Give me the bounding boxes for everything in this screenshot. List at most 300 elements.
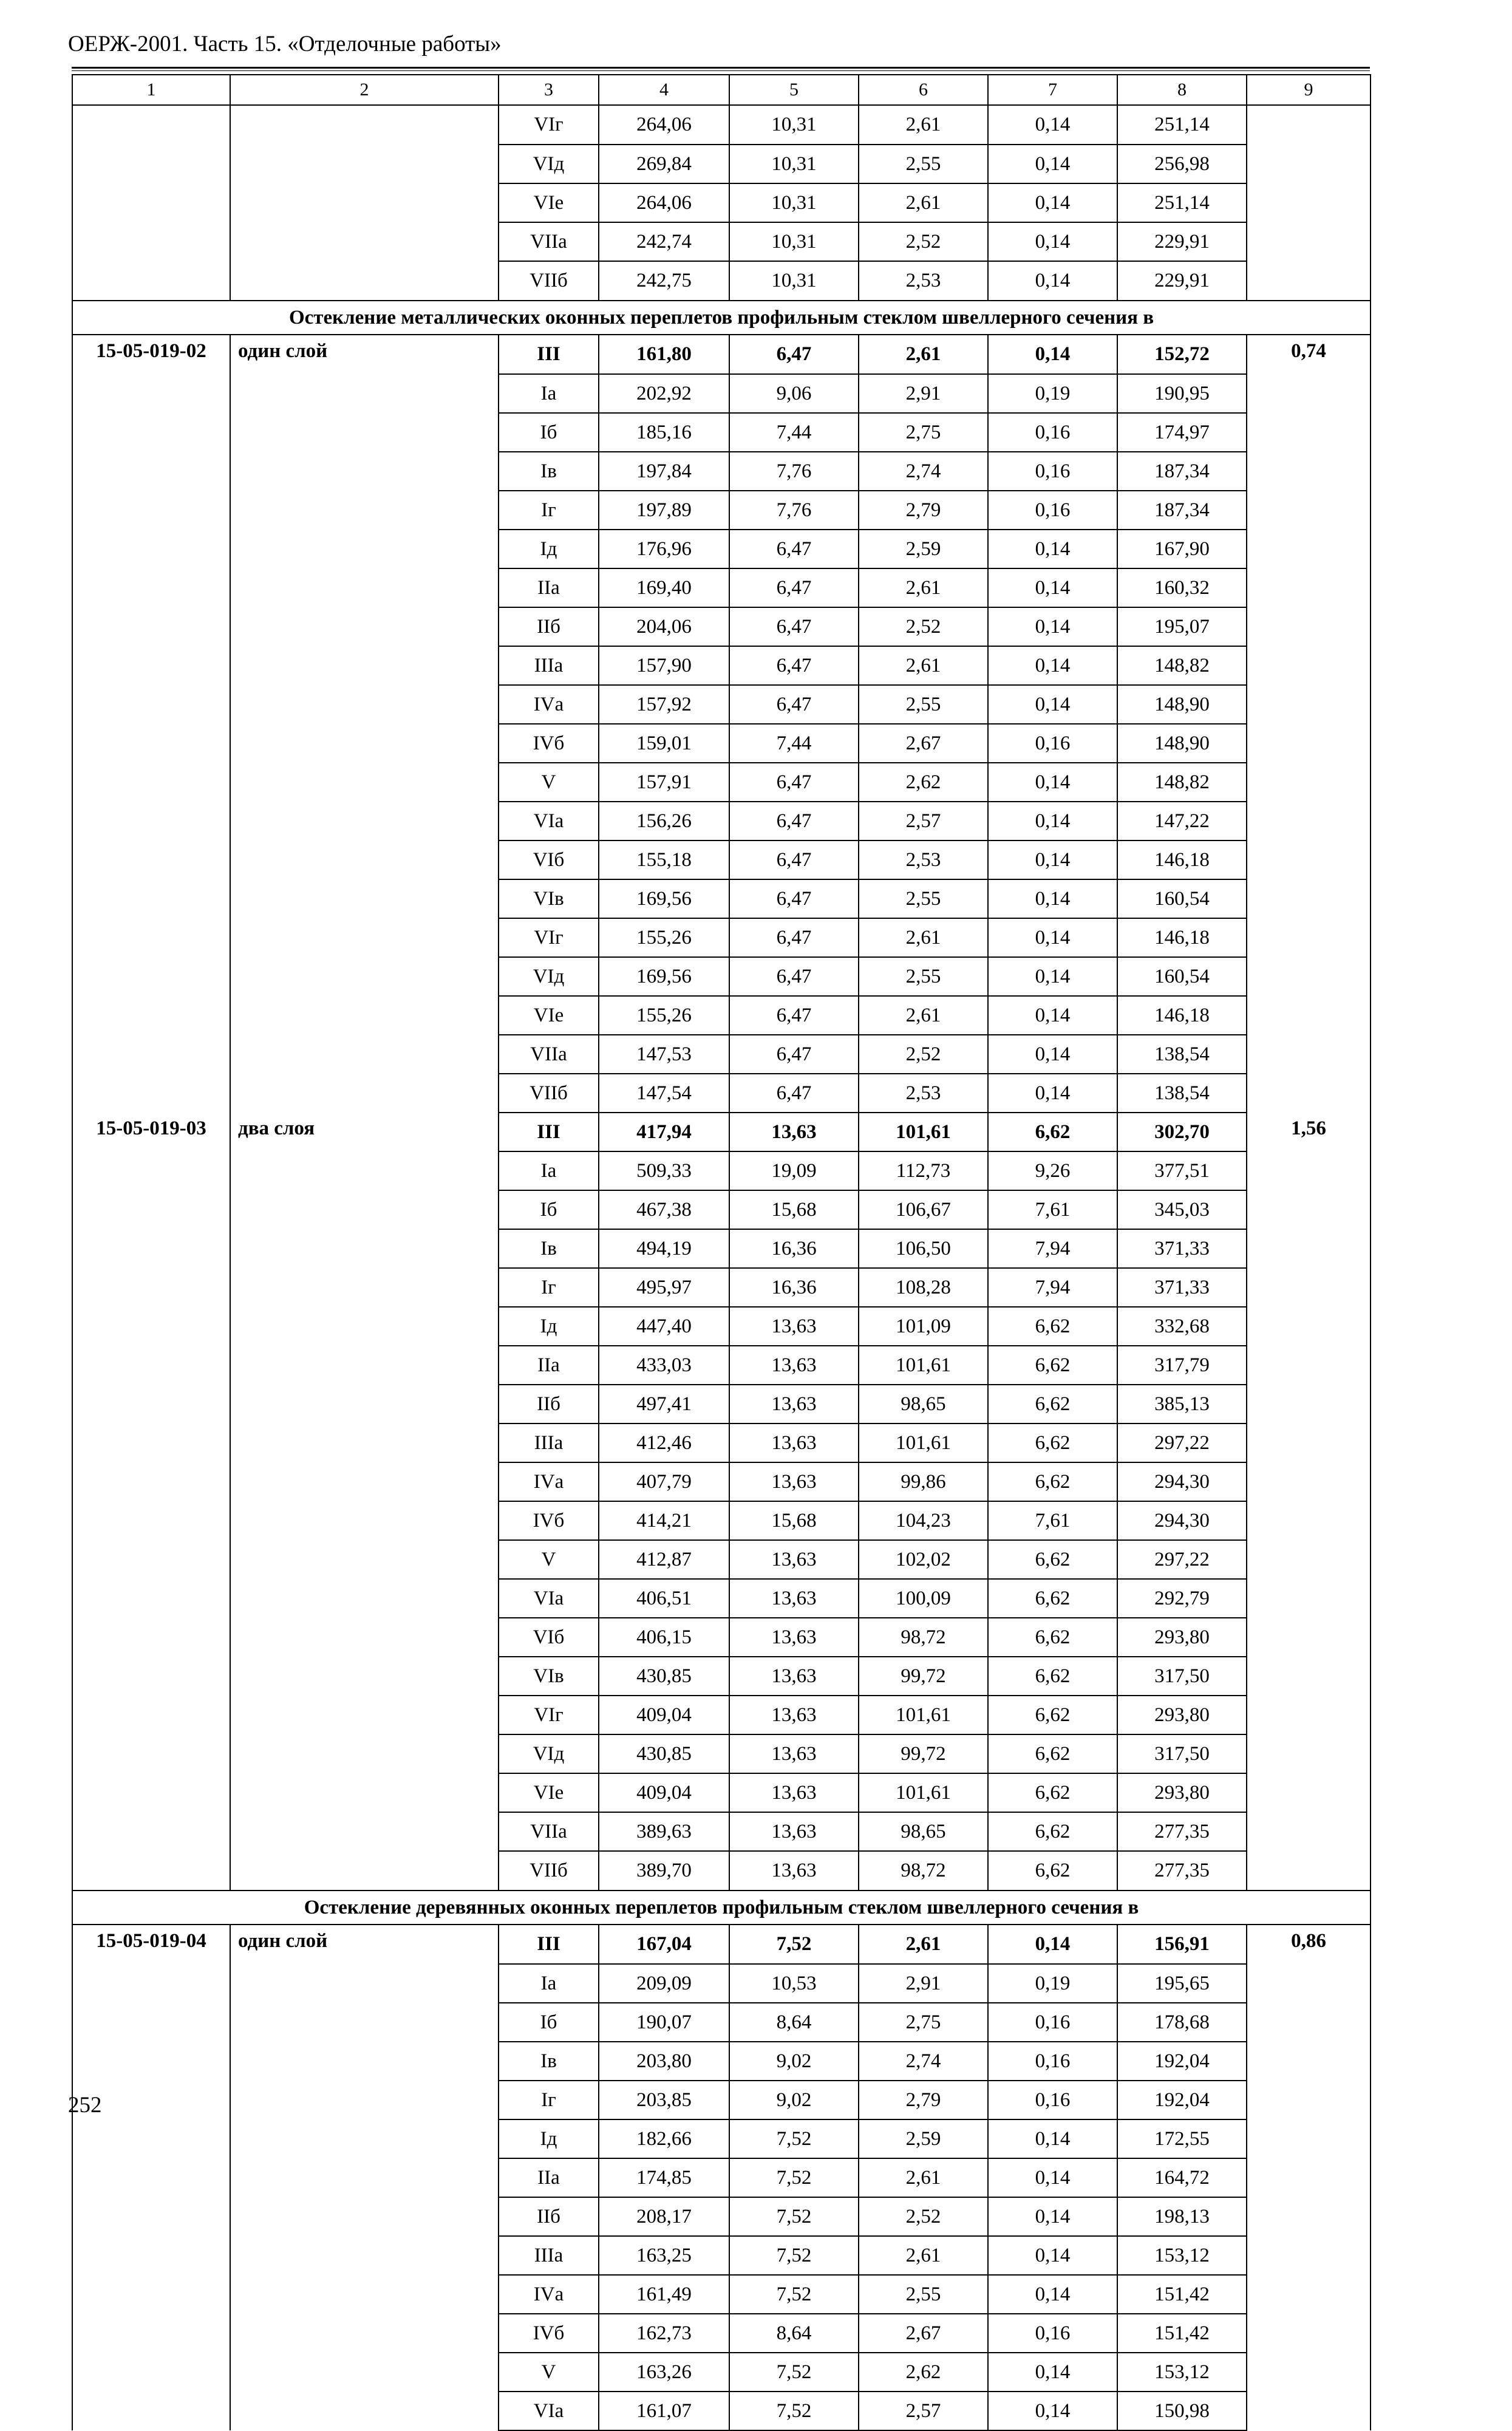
resource-class-cell: Iг (499, 1268, 599, 1307)
driver-wages-cell: 0,14 (988, 646, 1117, 685)
rate-code-cell (72, 1773, 230, 1812)
materials-cell: 178,68 (1117, 2003, 1247, 2042)
resource-class-cell: VIв (499, 1657, 599, 1696)
labor-cell (1247, 1190, 1371, 1229)
driver-wages-cell: 0,16 (988, 2003, 1117, 2042)
machines-cell: 2,52 (859, 1035, 988, 1074)
resource-class-cell: VIIб (499, 1074, 599, 1113)
rate-code-cell (72, 183, 230, 222)
total-cost-cell: 174,85 (599, 2158, 729, 2197)
total-cost-cell: 417,94 (599, 1113, 729, 1151)
table-row (72, 763, 1371, 802)
resource-class-cell: Iв (499, 452, 599, 491)
column-header: 2 (230, 75, 499, 105)
labor-cell (1247, 918, 1371, 957)
table-row (72, 2158, 1371, 2197)
labor-cell (1247, 763, 1371, 802)
machines-cell: 99,72 (859, 1657, 988, 1696)
machines-cell: 101,61 (859, 1346, 988, 1385)
total-cost-cell: 202,92 (599, 374, 729, 413)
driver-wages-cell: 0,14 (988, 840, 1117, 879)
description-cell (230, 2081, 499, 2119)
description-cell (230, 261, 499, 301)
labor-cell: 1,56 (1247, 1113, 1371, 1151)
labor-cell (1247, 607, 1371, 646)
wages-cell: 10,31 (729, 261, 859, 301)
driver-wages-cell: 0,19 (988, 1964, 1117, 2003)
description-cell (230, 2353, 499, 2392)
total-cost-cell: 155,26 (599, 918, 729, 957)
materials-cell: 198,13 (1117, 2197, 1247, 2236)
resource-class-cell: Iб (499, 413, 599, 452)
driver-wages-cell: 0,14 (988, 918, 1117, 957)
table-row (72, 646, 1371, 685)
resource-class-cell: VIе (499, 996, 599, 1035)
machines-cell: 2,61 (859, 996, 988, 1035)
description-cell (230, 1346, 499, 1385)
wages-cell: 6,47 (729, 646, 859, 685)
resource-class-cell: IIа (499, 568, 599, 607)
wages-cell: 6,47 (729, 957, 859, 996)
resource-class-cell: Iд (499, 1307, 599, 1346)
rate-code-cell (72, 2353, 230, 2392)
rate-code-cell (72, 2119, 230, 2158)
machines-cell: 2,55 (859, 685, 988, 724)
total-cost-cell: 467,38 (599, 1190, 729, 1229)
description-cell (230, 918, 499, 957)
materials-cell: 251,14 (1117, 105, 1247, 145)
header-rule-thin (72, 70, 1370, 71)
column-header: 7 (988, 75, 1117, 105)
wages-cell: 9,06 (729, 374, 859, 413)
description-cell (230, 1618, 499, 1657)
machines-cell: 2,61 (859, 105, 988, 145)
total-cost-cell: 389,63 (599, 1812, 729, 1851)
total-cost-cell: 414,21 (599, 1501, 729, 1540)
machines-cell: 2,61 (859, 2236, 988, 2275)
resource-class-cell: IIIа (499, 646, 599, 685)
section-title: Остекление металлических оконных переплетов профильным стеклом швеллерного сечения в (72, 301, 1371, 335)
driver-wages-cell: 6,62 (988, 1346, 1117, 1385)
rate-code-cell (72, 763, 230, 802)
labor-cell (1247, 1346, 1371, 1385)
materials-cell: 153,12 (1117, 2236, 1247, 2275)
total-cost-cell: 269,84 (599, 145, 729, 183)
rate-code-cell (72, 1851, 230, 1891)
total-cost-cell: 203,85 (599, 2081, 729, 2119)
labor-cell (1247, 1074, 1371, 1113)
rate-code-cell (72, 2236, 230, 2275)
wages-cell: 10,31 (729, 105, 859, 145)
machines-cell: 2,75 (859, 413, 988, 452)
materials-cell: 138,54 (1117, 1074, 1247, 1113)
table-row (72, 724, 1371, 763)
resource-class-cell: IIа (499, 2158, 599, 2197)
materials-cell: 345,03 (1117, 1190, 1247, 1229)
materials-cell: 229,91 (1117, 222, 1247, 261)
rate-code-cell (72, 1734, 230, 1773)
total-cost-cell: 447,40 (599, 1307, 729, 1346)
resource-class-cell: III (499, 1113, 599, 1151)
rate-code-cell (72, 1307, 230, 1346)
rate-code-cell (72, 2392, 230, 2430)
wages-cell: 7,52 (729, 1925, 859, 1964)
labor-cell (1247, 2081, 1371, 2119)
resource-class-cell: VIв (499, 879, 599, 918)
description-cell (230, 2003, 499, 2042)
materials-cell: 302,70 (1117, 1113, 1247, 1151)
machines-cell: 2,62 (859, 2353, 988, 2392)
materials-cell: 148,82 (1117, 646, 1247, 685)
driver-wages-cell: 0,14 (988, 996, 1117, 1035)
rate-code-cell (72, 1190, 230, 1229)
labor-cell (1247, 1268, 1371, 1307)
description-cell (230, 957, 499, 996)
rate-code-cell (72, 1812, 230, 1851)
wages-cell: 13,63 (729, 1540, 859, 1579)
total-cost-cell: 155,26 (599, 996, 729, 1035)
table-row (72, 2119, 1371, 2158)
driver-wages-cell: 0,14 (988, 879, 1117, 918)
description-cell (230, 452, 499, 491)
materials-cell: 195,07 (1117, 607, 1247, 646)
resource-class-cell: IIIа (499, 2236, 599, 2275)
materials-cell: 371,33 (1117, 1268, 1247, 1307)
rate-code-cell (72, 2158, 230, 2197)
rate-code-cell (72, 2197, 230, 2236)
table-row (72, 1423, 1371, 1462)
section-row (72, 301, 1371, 335)
resource-class-cell: IIа (499, 1346, 599, 1385)
machines-cell: 2,75 (859, 2003, 988, 2042)
resource-class-cell: V (499, 2353, 599, 2392)
rates-table (72, 74, 1371, 2431)
table-row (72, 1268, 1371, 1307)
driver-wages-cell: 0,14 (988, 2392, 1117, 2430)
rate-code-cell (72, 918, 230, 957)
wages-cell: 7,52 (729, 2392, 859, 2430)
resource-class-cell: VIд (499, 145, 599, 183)
resource-class-cell: V (499, 1540, 599, 1579)
description-cell (230, 1773, 499, 1812)
table-row (72, 568, 1371, 607)
table-row (72, 1657, 1371, 1696)
wages-cell: 19,09 (729, 1151, 859, 1190)
materials-cell: 229,91 (1117, 261, 1247, 301)
table-row (72, 1385, 1371, 1423)
description-cell (230, 1579, 499, 1618)
driver-wages-cell: 0,14 (988, 802, 1117, 840)
wages-cell: 10,31 (729, 183, 859, 222)
rate-code-cell (72, 996, 230, 1035)
wages-cell: 13,63 (729, 1657, 859, 1696)
machines-cell: 2,61 (859, 568, 988, 607)
materials-cell: 195,65 (1117, 1964, 1247, 2003)
description-cell (230, 222, 499, 261)
resource-class-cell: IVа (499, 1462, 599, 1501)
driver-wages-cell: 7,61 (988, 1190, 1117, 1229)
labor-cell (1247, 1462, 1371, 1501)
rate-code-cell: 15-05-019-02 (72, 335, 230, 374)
table-row (72, 2003, 1371, 2042)
wages-cell: 7,76 (729, 491, 859, 530)
wages-cell: 16,36 (729, 1268, 859, 1307)
resource-class-cell: IIб (499, 2197, 599, 2236)
driver-wages-cell: 0,14 (988, 183, 1117, 222)
description-cell (230, 2392, 499, 2430)
rate-code-cell (72, 2042, 230, 2081)
wages-cell: 7,52 (729, 2158, 859, 2197)
machines-cell: 112,73 (859, 1151, 988, 1190)
description-cell (230, 1229, 499, 1268)
labor-cell (1247, 2314, 1371, 2353)
wages-cell: 7,44 (729, 413, 859, 452)
driver-wages-cell: 0,14 (988, 763, 1117, 802)
table-row (72, 183, 1371, 222)
table-row (72, 2081, 1371, 2119)
driver-wages-cell: 0,14 (988, 1074, 1117, 1113)
table-row (72, 2197, 1371, 2236)
description-cell (230, 802, 499, 840)
machines-cell: 2,57 (859, 802, 988, 840)
table-row (72, 1618, 1371, 1657)
total-cost-cell: 176,96 (599, 530, 729, 568)
resource-class-cell: VIа (499, 802, 599, 840)
driver-wages-cell: 6,62 (988, 1462, 1117, 1501)
machines-cell: 2,55 (859, 2275, 988, 2314)
rate-code-cell: 15-05-019-03 (72, 1113, 230, 1151)
driver-wages-cell: 6,62 (988, 1579, 1117, 1618)
labor-cell (1247, 2353, 1371, 2392)
column-header: 6 (859, 75, 988, 105)
table-row (72, 1925, 1371, 1964)
labor-cell (1247, 1229, 1371, 1268)
resource-class-cell: VIIб (499, 261, 599, 301)
rate-code-cell (72, 530, 230, 568)
machines-cell: 2,61 (859, 1925, 988, 1964)
driver-wages-cell: 0,14 (988, 222, 1117, 261)
materials-cell: 251,14 (1117, 183, 1247, 222)
description-cell: один слой (230, 335, 499, 374)
resource-class-cell: VIе (499, 183, 599, 222)
total-cost-cell: 406,51 (599, 1579, 729, 1618)
description-cell (230, 1812, 499, 1851)
description-cell (230, 568, 499, 607)
total-cost-cell: 162,73 (599, 2314, 729, 2353)
table-row (72, 105, 1371, 145)
description-cell (230, 1074, 499, 1113)
description-cell: один слой (230, 1925, 499, 1964)
driver-wages-cell: 0,14 (988, 685, 1117, 724)
labor-cell (1247, 568, 1371, 607)
resource-class-cell: Iд (499, 530, 599, 568)
labor-cell (1247, 2275, 1371, 2314)
wages-cell: 7,76 (729, 452, 859, 491)
materials-cell: 192,04 (1117, 2081, 1247, 2119)
rate-code-cell (72, 374, 230, 413)
machines-cell: 98,65 (859, 1385, 988, 1423)
table-row (72, 996, 1371, 1035)
labor-cell (1247, 996, 1371, 1035)
resource-class-cell: Iд (499, 2119, 599, 2158)
rate-code-cell (72, 607, 230, 646)
rate-code-cell (72, 1501, 230, 1540)
labor-cell (1247, 1773, 1371, 1812)
wages-cell: 6,47 (729, 996, 859, 1035)
materials-cell: 294,30 (1117, 1501, 1247, 1540)
resource-class-cell: IVа (499, 2275, 599, 2314)
table-row (72, 607, 1371, 646)
materials-cell: 146,18 (1117, 996, 1247, 1035)
table-row (72, 1190, 1371, 1229)
machines-cell: 2,79 (859, 2081, 988, 2119)
wages-cell: 8,64 (729, 2003, 859, 2042)
labor-cell (1247, 1657, 1371, 1696)
driver-wages-cell: 0,14 (988, 530, 1117, 568)
machines-cell: 106,50 (859, 1229, 988, 1268)
resource-class-cell: Iв (499, 1229, 599, 1268)
resource-class-cell: VIа (499, 1579, 599, 1618)
machines-cell: 2,61 (859, 918, 988, 957)
description-cell (230, 413, 499, 452)
materials-cell: 277,35 (1117, 1812, 1247, 1851)
running-header: ОЕРЖ-2001. Часть 15. «Отделочные работы» (68, 32, 502, 56)
resource-class-cell: III (499, 335, 599, 374)
table-row (72, 1229, 1371, 1268)
materials-cell: 371,33 (1117, 1229, 1247, 1268)
description-cell (230, 2275, 499, 2314)
description-cell (230, 646, 499, 685)
total-cost-cell: 157,90 (599, 646, 729, 685)
table-row (72, 2353, 1371, 2392)
column-header: 5 (729, 75, 859, 105)
column-header: 9 (1247, 75, 1371, 105)
materials-cell: 293,80 (1117, 1618, 1247, 1657)
materials-cell: 147,22 (1117, 802, 1247, 840)
rate-code-cell (72, 1035, 230, 1074)
rate-code-cell (72, 1579, 230, 1618)
materials-cell: 160,32 (1117, 568, 1247, 607)
driver-wages-cell: 0,14 (988, 105, 1117, 145)
table-row (72, 2314, 1371, 2353)
driver-wages-cell: 0,14 (988, 957, 1117, 996)
table-row (72, 1851, 1371, 1891)
labor-cell (1247, 2197, 1371, 2236)
description-cell (230, 724, 499, 763)
description-cell (230, 1657, 499, 1696)
rate-code-cell (72, 1074, 230, 1113)
table-row (72, 222, 1371, 261)
wages-cell: 13,63 (729, 1579, 859, 1618)
machines-cell: 2,62 (859, 763, 988, 802)
description-cell (230, 840, 499, 879)
materials-cell: 174,97 (1117, 413, 1247, 452)
resource-class-cell: IVа (499, 685, 599, 724)
table-row (72, 918, 1371, 957)
materials-cell: 293,80 (1117, 1773, 1247, 1812)
resource-class-cell: IIIа (499, 1423, 599, 1462)
description-cell (230, 1964, 499, 2003)
wages-cell: 13,63 (729, 1462, 859, 1501)
resource-class-cell: Iа (499, 1151, 599, 1190)
materials-cell: 317,50 (1117, 1734, 1247, 1773)
materials-cell: 292,79 (1117, 1579, 1247, 1618)
rate-code-cell (72, 646, 230, 685)
rate-code-cell (72, 2314, 230, 2353)
total-cost-cell: 157,91 (599, 763, 729, 802)
table-row (72, 1964, 1371, 2003)
wages-cell: 6,47 (729, 568, 859, 607)
wages-cell: 6,47 (729, 530, 859, 568)
rate-code-cell (72, 685, 230, 724)
description-cell: два слоя (230, 1113, 499, 1151)
description-cell (230, 2314, 499, 2353)
machines-cell: 2,52 (859, 2197, 988, 2236)
materials-cell: 167,90 (1117, 530, 1247, 568)
driver-wages-cell: 0,14 (988, 2236, 1117, 2275)
total-cost-cell: 161,49 (599, 2275, 729, 2314)
machines-cell: 2,67 (859, 2314, 988, 2353)
total-cost-cell: 495,97 (599, 1268, 729, 1307)
rate-code-cell (72, 568, 230, 607)
labor-cell (1247, 840, 1371, 879)
labor-cell (1247, 1812, 1371, 1851)
rate-code-cell (72, 145, 230, 183)
total-cost-cell: 242,74 (599, 222, 729, 261)
driver-wages-cell: 0,14 (988, 2275, 1117, 2314)
total-cost-cell: 412,46 (599, 1423, 729, 1462)
description-cell (230, 2119, 499, 2158)
resource-class-cell: VIIа (499, 222, 599, 261)
materials-cell: 377,51 (1117, 1151, 1247, 1190)
labor-cell (1247, 1696, 1371, 1734)
materials-cell: 160,54 (1117, 879, 1247, 918)
table-row (72, 1579, 1371, 1618)
labor-cell (1247, 1618, 1371, 1657)
total-cost-cell: 167,04 (599, 1925, 729, 1964)
column-header: 1 (72, 75, 230, 105)
wages-cell: 13,63 (729, 1423, 859, 1462)
wages-cell: 7,52 (729, 2236, 859, 2275)
driver-wages-cell: 6,62 (988, 1385, 1117, 1423)
total-cost-cell: 389,70 (599, 1851, 729, 1891)
rate-code-cell (72, 1346, 230, 1385)
rate-code-cell (72, 1423, 230, 1462)
machines-cell: 101,09 (859, 1307, 988, 1346)
description-cell (230, 1423, 499, 1462)
resource-class-cell: Iг (499, 2081, 599, 2119)
wages-cell: 9,02 (729, 2081, 859, 2119)
table-row (72, 1501, 1371, 1540)
description-cell (230, 1696, 499, 1734)
column-header: 3 (499, 75, 599, 105)
machines-cell: 101,61 (859, 1696, 988, 1734)
labor-cell (1247, 105, 1371, 145)
machines-cell: 101,61 (859, 1113, 988, 1151)
description-cell (230, 1462, 499, 1501)
table-row (72, 685, 1371, 724)
labor-cell (1247, 957, 1371, 996)
wages-cell: 13,63 (729, 1851, 859, 1891)
description-cell (230, 2236, 499, 2275)
table-row (72, 145, 1371, 183)
driver-wages-cell: 0,14 (988, 1925, 1117, 1964)
machines-cell: 2,55 (859, 879, 988, 918)
materials-cell: 277,35 (1117, 1851, 1247, 1891)
resource-class-cell: IIб (499, 607, 599, 646)
resource-class-cell: VIг (499, 1696, 599, 1734)
machines-cell: 2,53 (859, 840, 988, 879)
